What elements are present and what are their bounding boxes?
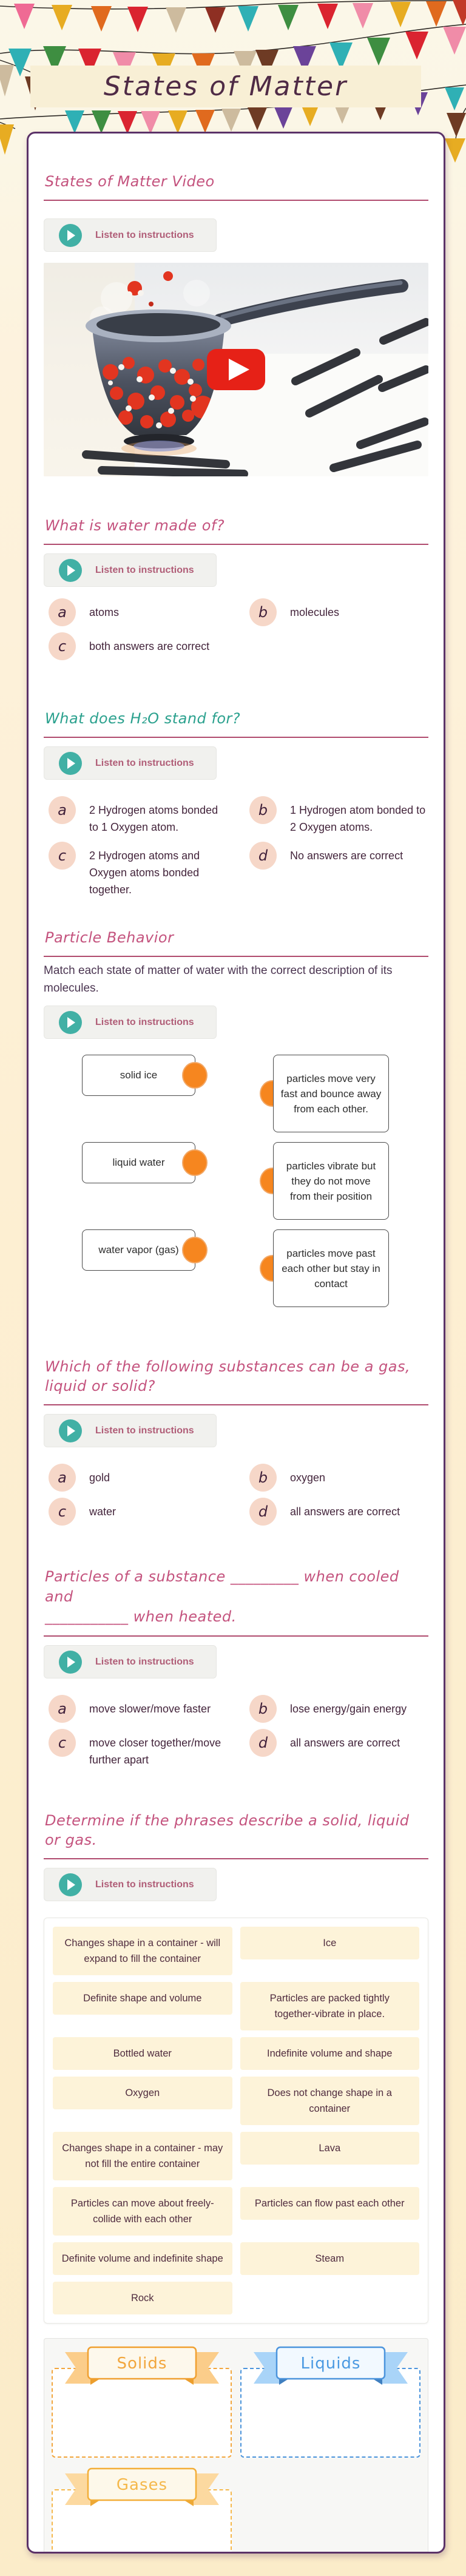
play-icon xyxy=(59,1651,82,1674)
heading-line-2: ___________ when heated. xyxy=(45,1608,237,1625)
section-sorting xyxy=(44,1811,428,2554)
word-bank-tile[interactable]: Changes shape in a container - will expand to fill the container xyxy=(53,1927,232,1975)
gases-ribbon xyxy=(62,2467,221,2507)
answer-option-c[interactable] xyxy=(44,842,228,898)
listen-button-label: Listen to instructions xyxy=(95,1656,194,1667)
listen-button[interactable] xyxy=(44,1414,217,1447)
play-icon xyxy=(59,1419,82,1442)
answer-option-b[interactable] xyxy=(245,598,428,626)
option-letter-badge: b xyxy=(249,1695,277,1723)
play-icon xyxy=(59,224,82,247)
dropzone-board xyxy=(44,2338,428,2554)
heading-line-1: Particles of a substance _________ when cooled and xyxy=(45,1568,399,1605)
option-letter-badge: a xyxy=(49,598,76,626)
option-text: move slower/move faster xyxy=(89,1703,211,1715)
svg-text:Gases: Gases xyxy=(116,2476,167,2494)
option-text: all answers are correct xyxy=(290,1506,400,1518)
option-text: lose energy/gain energy xyxy=(290,1703,407,1715)
option-letter-badge: c xyxy=(49,632,76,660)
match-right-item[interactable]: particles vibrate but they do not move from their position xyxy=(273,1142,389,1220)
answer-option-c[interactable] xyxy=(44,1729,228,1768)
answer-option-c[interactable] xyxy=(44,1498,228,1526)
option-letter-badge: c xyxy=(49,1729,76,1757)
word-bank-tile[interactable]: Definite volume and indefinite shape xyxy=(53,2242,232,2275)
listen-button[interactable] xyxy=(44,1645,217,1678)
youtube-play-icon xyxy=(207,349,265,390)
listen-button[interactable] xyxy=(44,1006,217,1039)
listen-button-label: Listen to instructions xyxy=(95,229,194,240)
match-connector-dot[interactable] xyxy=(182,1062,208,1089)
answer-option-b[interactable] xyxy=(245,1695,428,1723)
answer-option-a[interactable] xyxy=(44,598,228,626)
word-bank-tile[interactable]: Lava xyxy=(240,2132,420,2165)
answer-option-b[interactable] xyxy=(245,1464,428,1492)
option-text: 2 Hydrogen atoms and Oxygen atoms bonded together. xyxy=(89,850,200,896)
match-pair-row xyxy=(44,1142,428,1220)
section-q-water-made-of xyxy=(44,516,428,660)
match-connector-dot[interactable] xyxy=(182,1237,208,1263)
match-connector-dot[interactable] xyxy=(182,1149,208,1176)
title-band xyxy=(30,66,421,107)
option-text: move closer together/move further apart xyxy=(89,1737,221,1766)
word-bank-tile[interactable]: Particles can move about freely-collide with each other xyxy=(53,2187,232,2236)
option-letter-badge: b xyxy=(249,1464,277,1492)
option-letter-badge: c xyxy=(49,842,76,870)
option-text: No answers are correct xyxy=(290,850,404,862)
answer-option-d[interactable] xyxy=(245,1729,428,1757)
section-heading: States of Matter Video xyxy=(44,172,428,201)
svg-text:Liquids: Liquids xyxy=(300,2355,360,2373)
section-heading: Which of the following substances can be a gas, liquid or solid? xyxy=(44,1357,428,1405)
section-heading: Particle Behavior xyxy=(44,928,428,957)
word-bank-tile[interactable]: Steam xyxy=(240,2242,420,2275)
match-pair-row xyxy=(44,1229,428,1307)
matching-instructions: Match each state of matter of water with the correct description of its molecules. xyxy=(44,964,393,995)
option-text: oxygen xyxy=(290,1472,326,1484)
listen-button-label: Listen to instructions xyxy=(95,1016,194,1027)
section-heading: What does H₂O stand for? xyxy=(44,709,428,738)
option-letter-badge: d xyxy=(249,1729,277,1757)
match-pair-row xyxy=(44,1055,428,1132)
word-bank xyxy=(44,1918,428,2324)
option-text: both answers are correct xyxy=(89,640,210,652)
dropzone-gases[interactable] xyxy=(52,2467,232,2554)
answer-option-a[interactable] xyxy=(44,1464,228,1492)
option-letter-badge: d xyxy=(249,1498,277,1526)
option-letter-badge: a xyxy=(49,1464,76,1492)
play-icon xyxy=(59,559,82,582)
option-letter-badge: d xyxy=(249,842,277,870)
section-heading xyxy=(44,1567,428,1637)
video-player[interactable] xyxy=(44,263,428,476)
word-bank-tile[interactable]: Particles can flow past each other xyxy=(240,2187,420,2220)
section-video xyxy=(44,172,428,476)
option-text: gold xyxy=(89,1472,110,1484)
play-icon xyxy=(59,752,82,775)
option-text: 1 Hydrogen atom bonded to 2 Oxygen atoms. xyxy=(290,804,426,833)
dropzone-liquids[interactable] xyxy=(240,2346,420,2458)
option-text: all answers are correct xyxy=(290,1737,400,1749)
option-text: molecules xyxy=(290,606,340,618)
word-bank-tile[interactable]: Changes shape in a container - may not fill the entire container xyxy=(53,2132,232,2180)
dropzone-solids[interactable] xyxy=(52,2346,232,2458)
listen-button[interactable] xyxy=(44,1868,217,1901)
answer-option-d[interactable] xyxy=(245,1498,428,1526)
option-text: 2 Hydrogen atoms bonded to 1 Oxygen atom. xyxy=(89,804,218,833)
match-right-item[interactable]: particles move very fast and bounce away from each other. xyxy=(273,1055,389,1132)
section-q-cooled-heated xyxy=(44,1567,428,1768)
word-bank-tile[interactable]: Does not change shape in a container xyxy=(240,2077,420,2125)
match-right-item[interactable]: particles move past each other but stay in contact xyxy=(273,1229,389,1307)
listen-button-label: Listen to instructions xyxy=(95,1425,194,1436)
word-bank-tile[interactable]: Bottled water xyxy=(53,2037,232,2070)
solids-ribbon xyxy=(62,2346,221,2386)
option-text: water xyxy=(89,1506,116,1518)
liquids-ribbon xyxy=(251,2346,410,2386)
listen-button-label: Listen to instructions xyxy=(95,564,194,575)
worksheet-card xyxy=(27,132,445,2554)
option-letter-badge: a xyxy=(49,796,76,824)
option-letter-badge: b xyxy=(249,796,277,824)
listen-button[interactable] xyxy=(44,218,217,252)
section-q-h2o xyxy=(44,709,428,898)
option-letter-badge: a xyxy=(49,1695,76,1723)
answer-option-b[interactable] xyxy=(245,796,428,836)
answer-option-d[interactable] xyxy=(245,842,428,870)
svg-text:Solids: Solids xyxy=(116,2355,167,2373)
answer-option-a[interactable] xyxy=(44,1695,228,1723)
match-left-item[interactable]: water vapor (gas) xyxy=(82,1229,195,1271)
option-letter-badge: b xyxy=(249,598,277,626)
word-bank-tile[interactable]: Definite shape and volume xyxy=(53,1982,232,2015)
video-thumbnail xyxy=(44,263,428,476)
answer-option-c[interactable] xyxy=(44,632,228,660)
section-matching xyxy=(44,928,428,1307)
option-text: atoms xyxy=(89,606,120,618)
word-bank-tile[interactable]: Rock xyxy=(53,2282,232,2314)
play-icon xyxy=(59,1873,82,1896)
word-bank-tile[interactable]: Ice xyxy=(240,1927,420,1959)
word-bank-tile[interactable]: Particles are packed tightly together-vibrate in place. xyxy=(240,1982,420,2030)
listen-button[interactable] xyxy=(44,746,217,780)
listen-button-label: Listen to instructions xyxy=(95,1879,194,1890)
match-left-item[interactable]: solid ice xyxy=(82,1055,195,1096)
option-letter-badge: c xyxy=(49,1498,76,1526)
section-q-substances xyxy=(44,1357,428,1526)
listen-button[interactable] xyxy=(44,553,217,587)
word-bank-tile[interactable]: Indefinite volume and shape xyxy=(240,2037,420,2070)
match-left-item[interactable]: liquid water xyxy=(82,1142,195,1183)
answer-option-a[interactable] xyxy=(44,796,228,836)
listen-button-label: Listen to instructions xyxy=(95,757,194,768)
word-bank-tile[interactable]: Oxygen xyxy=(53,2077,232,2109)
section-heading: Determine if the phrases describe a solid, liquid or gas. xyxy=(44,1811,428,1859)
play-icon xyxy=(59,1011,82,1034)
section-heading: What is water made of? xyxy=(44,516,428,545)
page-title: States of Matter xyxy=(103,71,348,102)
